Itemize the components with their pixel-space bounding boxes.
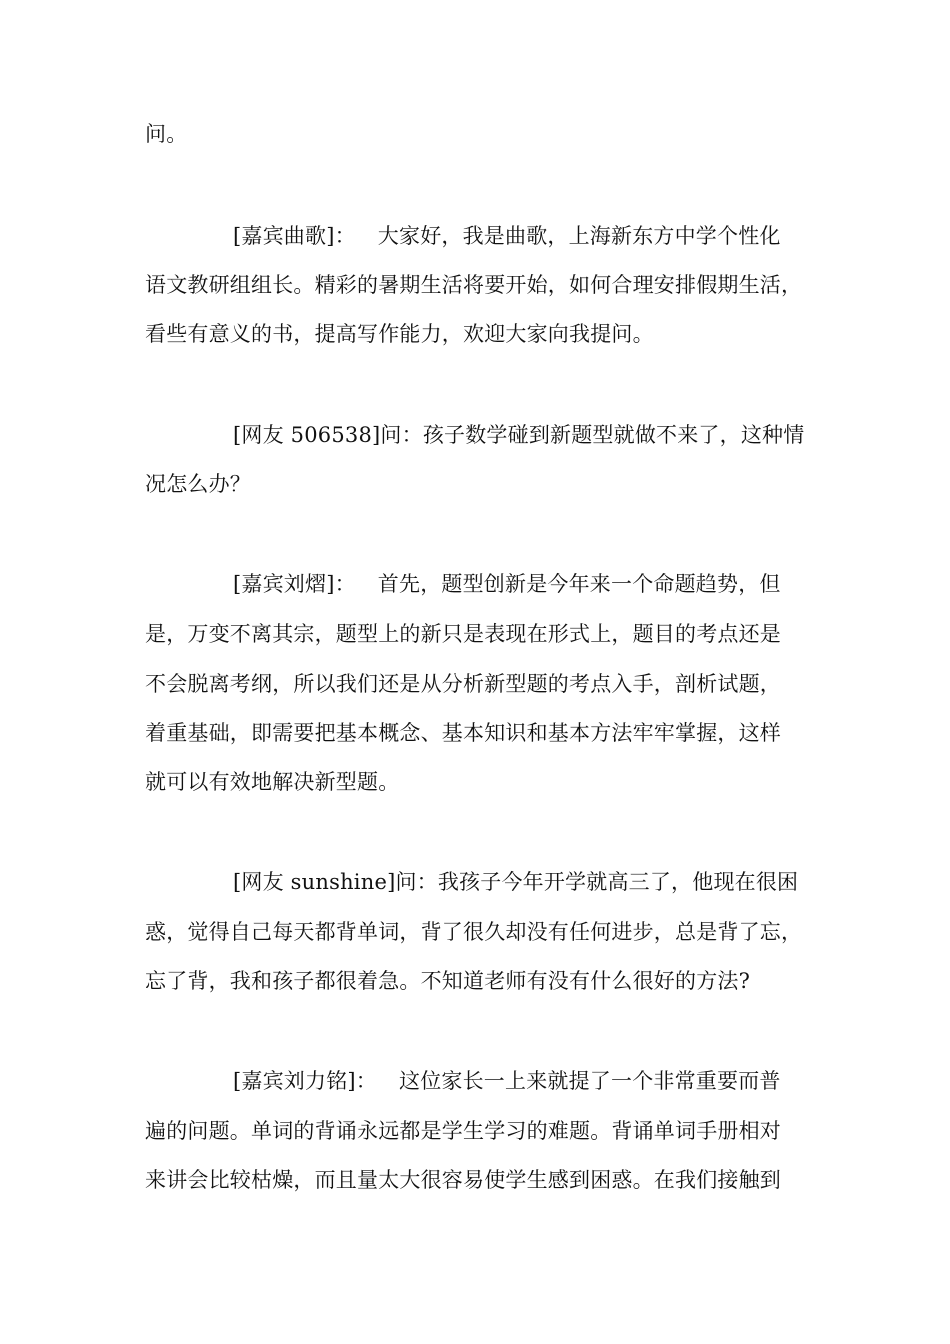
text-line — [145, 768, 399, 796]
line-text: 忘了背，我和孩子都很着急。不知道老师有没有什么很好的方法? — [145, 969, 751, 993]
text-line — [145, 918, 802, 946]
text-line — [145, 719, 781, 747]
line-text: 就可以有效地解决新型题。 — [145, 770, 400, 794]
line-text: 语文教研组组长。精彩的暑期生活将要开始，如何合理安排假期生活， — [145, 273, 803, 297]
line-text: 我孩子今年开学就高三了，他现在很困 — [437, 870, 799, 894]
paragraph-first-line — [233, 222, 781, 250]
speaker-label: [嘉宾刘熠]： — [233, 572, 356, 596]
line-text: 问。 — [145, 122, 188, 146]
speaker-label: [嘉宾曲歌]： — [233, 224, 356, 248]
paragraph-first-line — [233, 868, 798, 896]
text-line — [145, 320, 654, 348]
line-text: 首先，题型创新是今年来一个命题趋势，但 — [377, 572, 781, 596]
line-text: 这位家长一上来就提了一个非常重要而普 — [399, 1069, 781, 1093]
paragraph-first-line — [233, 421, 804, 449]
line-text: 着重基础，即需要把基本概念、基本知识和基本方法牢牢掌握，这样 — [145, 721, 781, 745]
speaker-label: [嘉宾刘力铭]： — [233, 1069, 377, 1093]
paragraph-first-line — [233, 1067, 781, 1095]
line-text: 来讲会比较枯燥，而且量太大很容易使学生感到困惑。在我们接触到 — [145, 1168, 781, 1192]
text-line — [145, 620, 781, 648]
text-line — [145, 967, 750, 995]
text-line — [145, 670, 781, 698]
text-line — [145, 470, 251, 498]
text-line — [145, 1117, 781, 1145]
speaker-label: [网友 506538]问： — [233, 423, 423, 447]
text-line — [145, 1166, 781, 1194]
line-text: 况怎么办？ — [145, 472, 251, 496]
line-text: 大家好，我是曲歌，上海新东方中学个性化 — [377, 224, 781, 248]
line-text: 孩子数学碰到新题型就做不来了，这种情 — [422, 423, 805, 447]
text-line — [145, 120, 187, 148]
speaker-label: [网友 sunshine]问： — [233, 870, 438, 894]
line-text: 看些有意义的书，提高写作能力，欢迎大家向我提问。 — [145, 322, 654, 346]
line-text: 不会脱离考纲，所以我们还是从分析新型题的考点入手，剖析试题， — [145, 672, 781, 696]
paragraph-first-line — [233, 570, 781, 598]
line-text: 是，万变不离其宗，题型上的新只是表现在形式上，题目的考点还是 — [145, 622, 781, 646]
line-text: 惑，觉得自己每天都背单词，背了很久却没有任何进步，总是背了忘， — [145, 920, 803, 944]
text-line — [145, 271, 802, 299]
line-text: 遍的问题。单词的背诵永远都是学生学习的难题。背诵单词手册相对 — [145, 1119, 781, 1143]
